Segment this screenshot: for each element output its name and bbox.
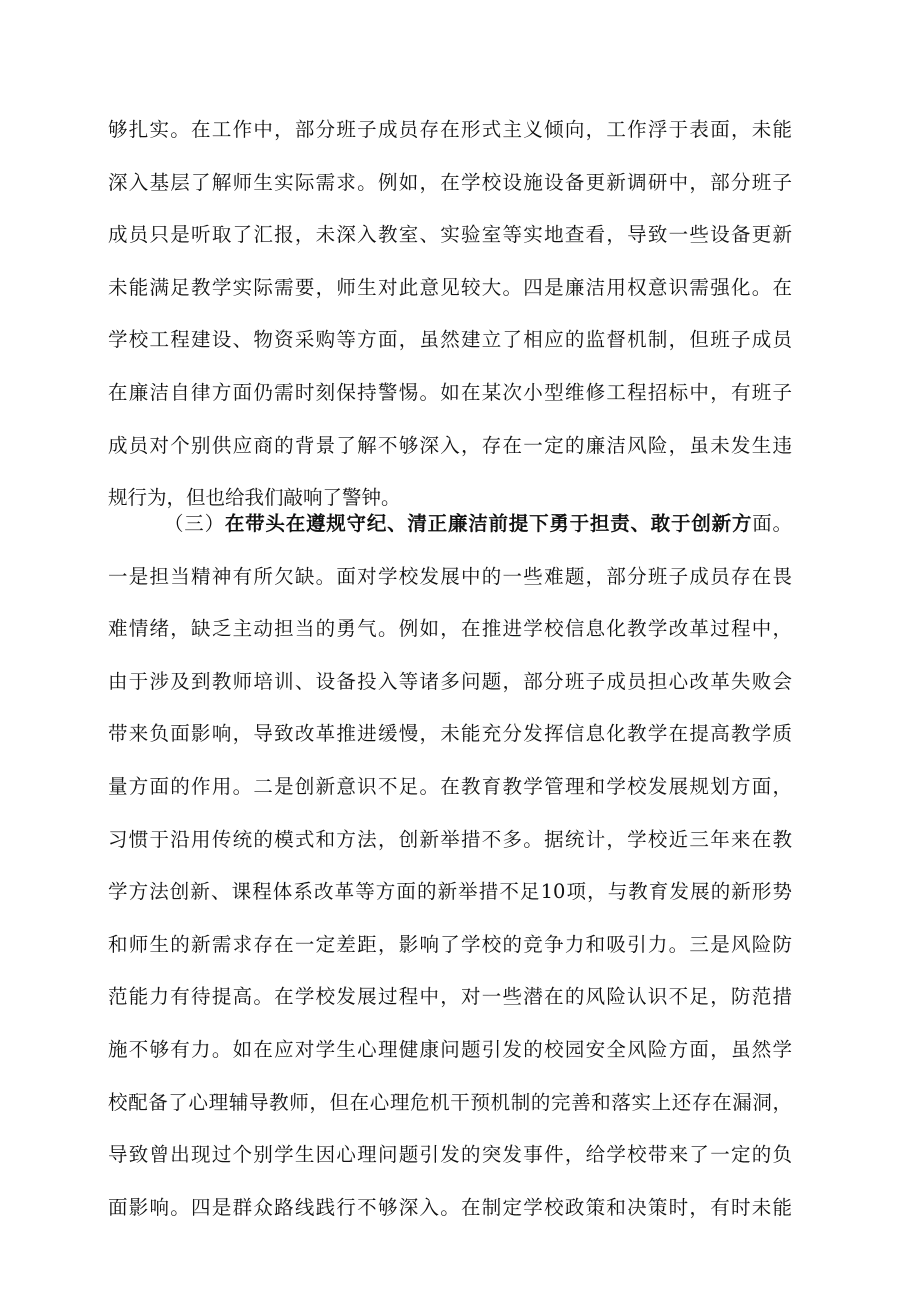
paragraph-responsibility-innovation (108, 498, 792, 1234)
text-line: 带来负面影响，导致改革推进缓慢，未能充分发挥信息化教学在提高教学质 (108, 722, 792, 746)
text-line: 习惯于沿用传统的模式和方法，创新举措不多。据统计，学校近三年来在教 (108, 827, 792, 851)
text-line: 成员对个别供应商的背景了解不够深入，存在一定的廉洁风险，虽未发生违 (108, 433, 792, 457)
text-line: 未能满足教学实际需要，师生对此意见较大。四是廉洁用权意识需强化。在 (108, 275, 792, 299)
text-line: 校配备了心理辅导教师，但在心理危机干预机制的完善和落实上还存在漏洞， (108, 1090, 792, 1114)
text-line: 导致曾出现过个别学生因心理问题引发的突发事件，给学校带来了一定的负 (108, 1143, 792, 1167)
text-line: 在廉洁自律方面仍需时刻保持警惕。如在某次小型维修工程招标中，有班子 (108, 380, 792, 404)
text-line: 范能力有待提高。在学校发展过程中，对一些潜在的风险认识不足，防范措 (108, 985, 792, 1009)
text-line: 规行为，但也给我们敲响了警钟。 (108, 486, 401, 510)
text-line: 一是担当精神有所欠缺。面对学校发展中的一些难题，部分班子成员存在畏 (108, 564, 792, 588)
section-heading-bold: 在带头在遵规守纪、清正廉洁前提下勇于担责、敢于创新方 (224, 512, 753, 535)
text-line: 够扎实。在工作中，部分班子成员存在形式主义倾向，工作浮于表面，未能 (108, 118, 792, 141)
text-line: 和师生的新需求存在一定差距，影响了学校的竞争力和吸引力。三是风险防 (108, 932, 792, 956)
section-heading (108, 498, 792, 551)
text-line: 深入基层了解师生实际需求。例如，在学校设施设备更新调研中，部分班子 (108, 170, 792, 194)
text-line: 由于涉及到教师培训、设备投入等诸多问题，部分班子成员担心改革失败会 (108, 669, 792, 693)
section-number: （三） (164, 512, 225, 535)
text-line: 量方面的作用。二是创新意识不足。在教育教学管理和学校发展规划方面， (108, 774, 792, 798)
section-heading-suffix: 面。 (752, 512, 792, 535)
paragraph-discipline-integrity (108, 104, 792, 525)
text-line: 难情绪，缺乏主动担当的勇气。例如，在推进学校信息化教学改革过程中， (108, 617, 792, 641)
text-line: 施不够有力。如在应对学生心理健康问题引发的校园安全风险方面，虽然学 (108, 1037, 792, 1061)
text-line: 成员只是听取了汇报，未深入教室、实验室等实地查看，导致一些设备更新 (108, 223, 792, 247)
text-line: 学方法创新、课程体系改革等方面的新举措不足10项，与教育发展的新形势 (108, 880, 792, 904)
text-line: 面影响。四是群众路线践行不够深入。在制定学校政策和决策时，有时未能 (108, 1195, 792, 1219)
text-line: 学校工程建设、物资采购等方面，虽然建立了相应的监督机制，但班子成员 (108, 328, 792, 352)
